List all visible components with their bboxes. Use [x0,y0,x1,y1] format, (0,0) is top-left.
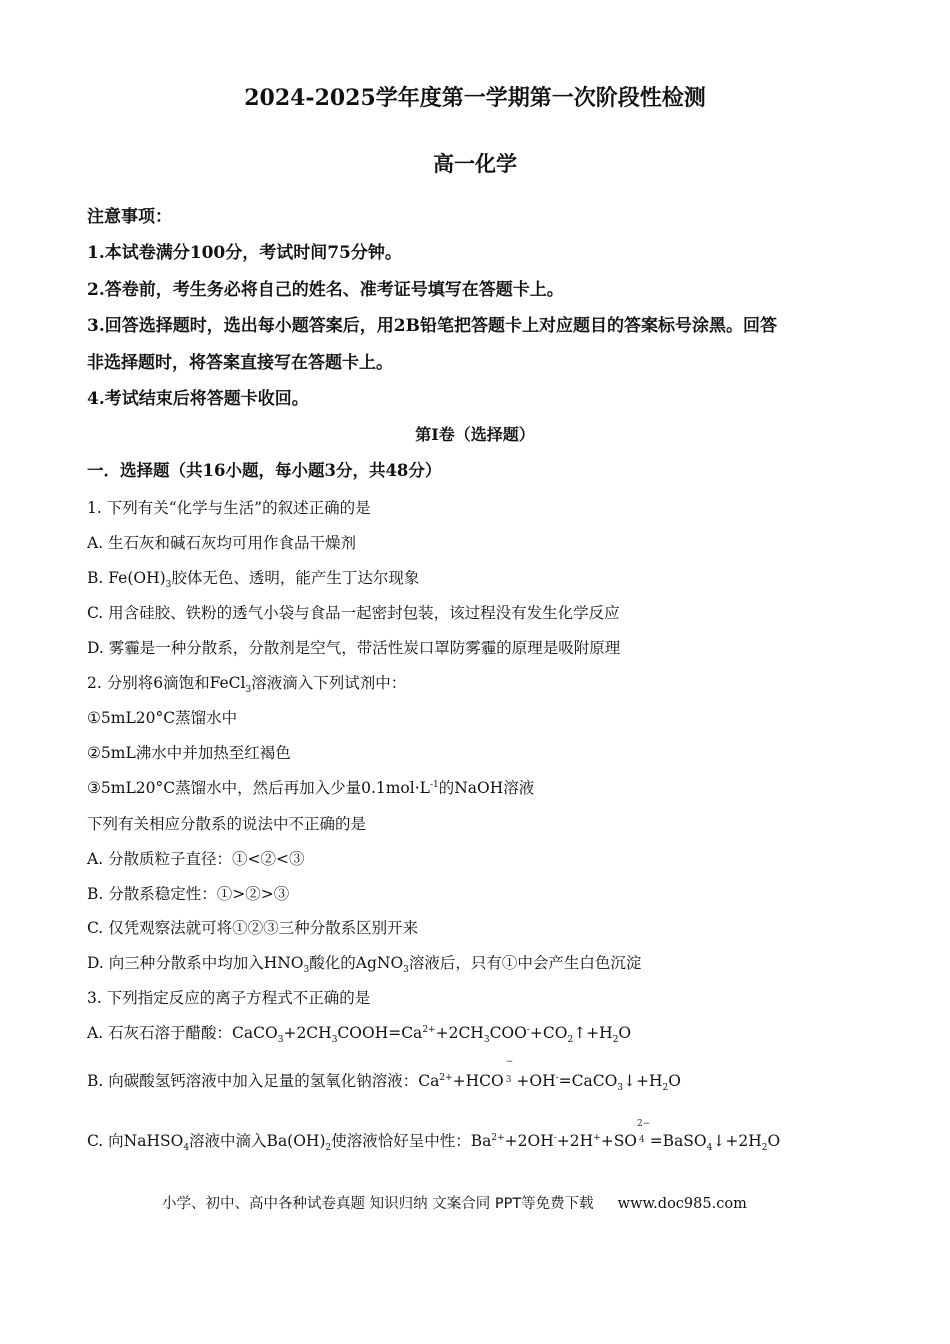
footer-text: 小学、初中、高中各种试卷真题 知识归纳 文案合同 PPT等免费下载 [162,1196,594,1212]
exam-subject: 高一化学 [433,151,517,176]
q3-option-a: A. 石灰石溶于醋酸：$CaCO_3+2CH_3COOH=Ca^{2+}+2CH_3COO^-+CO_2↑+H_2O$ [87,1024,632,1046]
notice-3: 3.回答选择题时，选出每小题答案后，用2B铅笔把答题卡上对应题目的答案标号涂黑。回答 [87,316,777,336]
q1-option-a: A. 生石灰和碱石灰均可用作食品干燥剂 [87,534,357,552]
q2-option-c: C. 仅凭观察法就可将①②③三种分散系区别开来 [87,919,419,937]
notice-1: 1.本试卷满分100分，考试时间75分钟。 [87,243,402,263]
page-footer [162,1192,747,1213]
q1-option-d: D. 雾霾是一种分散系，分散剂是空气，带活性炭口罩防雾霾的原理是吸附原理 [87,639,621,657]
q1-option-b: B. $Fe(OH)_3$胶体无色、透明，能产生丁达尔现象 [87,569,420,591]
q2-option-d: D. 向三种分散系中均加入$HNO_3$酸化的AgNO$_3$溶液后，只有①中会产生白色沉淀 [87,954,642,976]
q2-item-3: ③5mL20°C蒸馏水中，然后再加入少量$0.1mol\cdot L^{-1}$的NaOH溶液 [87,779,535,797]
q3-option-c: C. 向NaHSO$_4$溶液中滴入$Ba(OH)_2$使溶液恰好呈中性：$Ba^{2+}+2OH^-+2H^++SO$ 2− $4 =BaSO_4↓+2H_2O$ [87,1119,781,1154]
q2-item-2: ②5mL沸水中并加热至红褐色 [87,744,291,762]
notice-4: 4.考试结束后将答题卡收回。 [87,389,309,409]
q2-option-a: A. 分散质粒子直径：①<②<③ [87,850,305,868]
q1-option-c: C. 用含硅胶、铁粉的透气小袋与食品一起密封包装，该过程没有发生化学反应 [87,604,620,622]
exam-title: 2024-2025学年度第一学期第一次阶段性检测 [244,85,706,111]
q3-option-b: B. 向碳酸氢钙溶液中加入足量的氢氧化钠溶液：$Ca^{2+}+HCO$ − $3 +OH^-=CaCO_3↓+H_2O$ [87,1057,681,1094]
notice-3-cont: 非选择题时，将答案直接写在答题卡上。 [87,353,393,373]
footer-url[interactable]: www.doc985.com [617,1196,747,1212]
section-title: 一．选择题（共16小题，每小题3分，共48分） [87,461,442,480]
q2-option-b: B. 分散系稳定性：①>②>③ [87,885,290,903]
q3-stem: 3. 下列指定反应的离子方程式不正确的是 [87,989,371,1007]
q1-stem: 1. 下列有关“化学与生活”的叙述正确的是 [87,499,371,517]
volume-title: 第I卷（选择题） [415,425,535,444]
q2-prompt: 下列有关相应分散系的说法中不正确的是 [87,815,367,833]
notice-2: 2.答卷前，考生务必将自己的姓名、准考证号填写在答题卡上。 [87,280,564,300]
q2-item-1: ①5mL20°C蒸馏水中 [87,709,238,727]
q2-stem: 2. 分别将6滴饱和FeCl$_3$溶液滴入下列试剂中： [87,674,407,696]
notice-heading: 注意事项： [87,207,172,227]
